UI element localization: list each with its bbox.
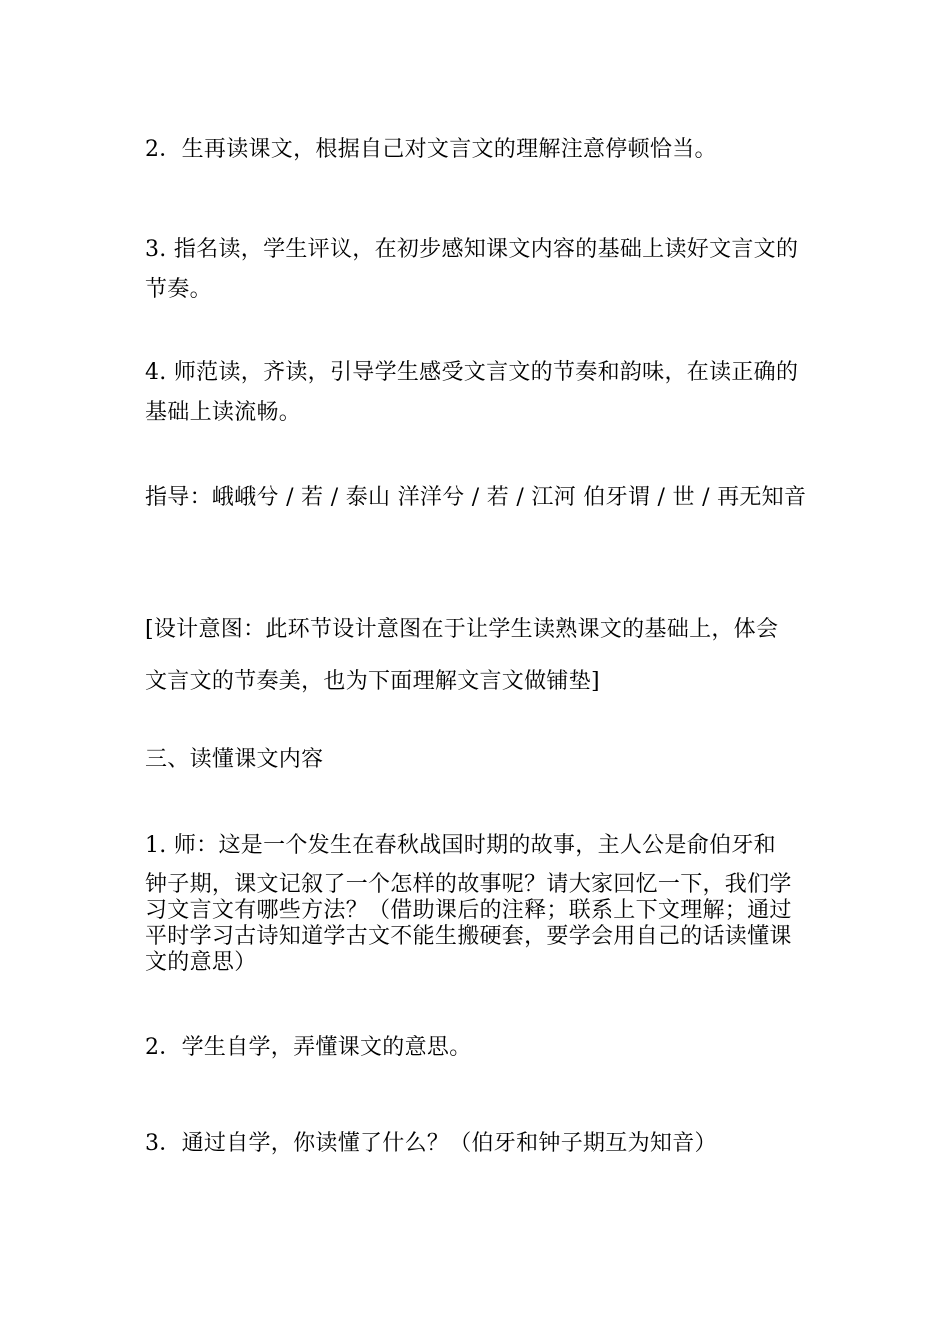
reading-guidance: 指导：峨峨兮 / 若 / 泰山 洋洋兮 / 若 / 江河 伯牙谓 / 世 / 再无知音 <box>145 485 807 510</box>
step-2-reread: 2．生再读课文，根据自己对文言文的理解注意停顿恰当。 <box>145 137 717 162</box>
step-3-understanding: 3．通过自学，你读懂了什么？（伯牙和钟子期互为知音） <box>145 1131 717 1156</box>
step-4-model-reading: 4. 师范读，齐读，引导学生感受文言文的节奏和韵味，在读正确的基础上读流畅。 <box>145 360 799 425</box>
teacher-intro-rest: 钟子期，课文记叙了一个怎样的故事呢？请大家回忆一下，我们学习文言文有哪些方法？（借助课后的注释；联系上下文理解；通过平时学习古诗知道学古文不能生搬硬套，要学会用自己的话读懂课文的意思） <box>145 872 792 975</box>
step-2-self-study: 2．学生自学，弄懂课文的意思。 <box>145 1035 472 1060</box>
design-intent-line-2: 文言文的节奏美，也为下面理解文言文做铺垫] <box>145 669 600 694</box>
design-intent-note <box>145 604 810 708</box>
step-3-named-reading: 3. 指名读，学生评议，在初步感知课文内容的基础上读好文言文的节奏。 <box>145 237 799 302</box>
teacher-intro-line-1: 1. 师：这是一个发生在春秋战国时期的故事，主人公是俞伯牙和 <box>145 833 776 858</box>
section-heading: 三、读懂课文内容 <box>145 747 324 772</box>
design-intent-line-1: [设计意图：此环节设计意图在于让学生读熟课文的基础上，体会 <box>145 617 779 642</box>
step-1-teacher-intro <box>145 826 810 976</box>
